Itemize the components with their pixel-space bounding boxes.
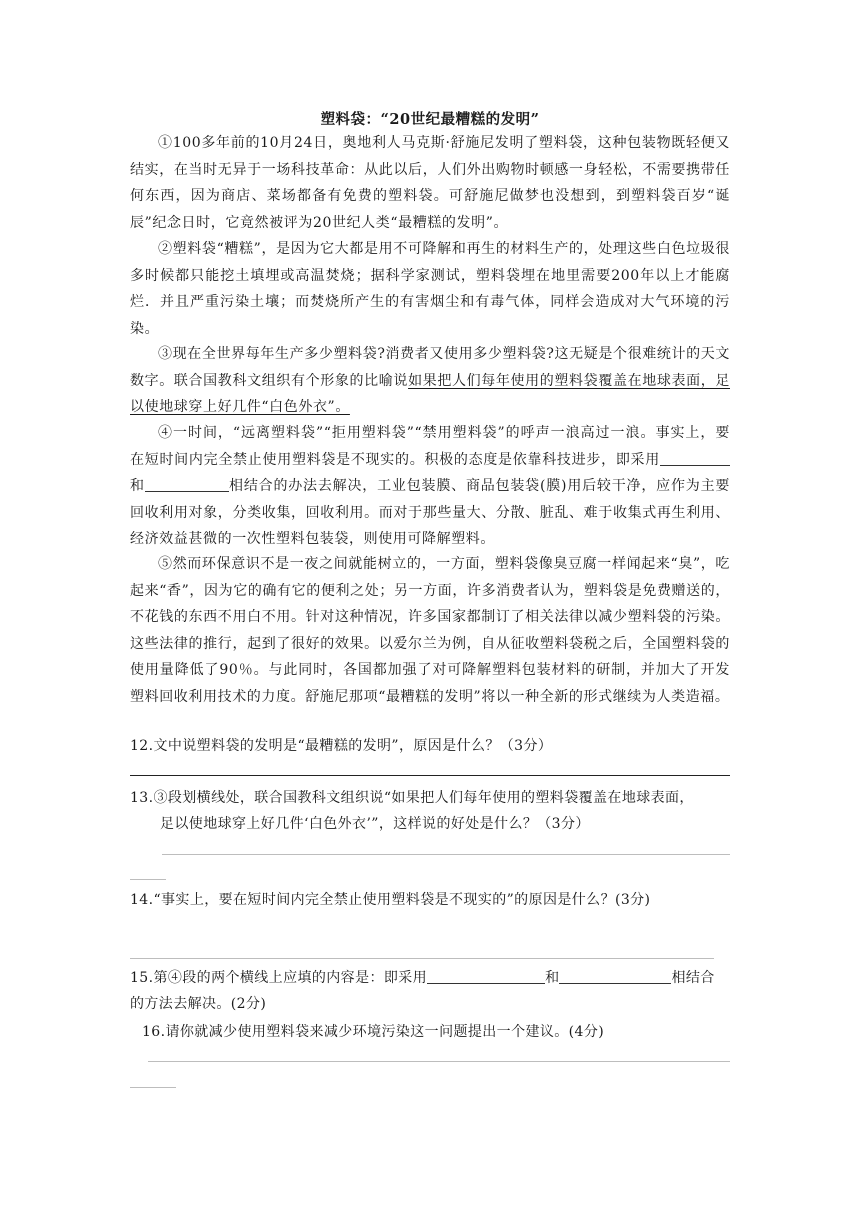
paragraph-4-text-b: 相结合的办法去解决，工业包装膜、商品包装袋(膜)用后较干净，应作为主要回收利用对象，分类收集，回收利用。而对于那些量大、分散、脏乱、难于收集式再生利用、经济效益甚微的一次性塑料包装袋，则使用可降解塑料。 — [130, 478, 730, 547]
question-13-line-2: 足以使地球穿上好几件‘白色外衣’”，这样说的好处是什么？（3分） — [160, 816, 590, 832]
question-15-text-c: 相结合 — [671, 970, 715, 986]
answer-line-13[interactable] — [162, 854, 730, 855]
question-16: 16.请你就减少使用塑料袋来减少环境污染这一问题提出一个建议。(4分) — [142, 1024, 605, 1040]
paragraph-4-blank-2 — [145, 477, 229, 492]
paragraph-4-and: 和 — [130, 478, 145, 494]
question-15 — [130, 965, 730, 1017]
question-15-blank-1[interactable] — [427, 969, 545, 984]
question-13-line-1: 13.③段划横线处，联合国教科文组织说“如果把人们每年使用的塑料袋覆盖在地球表面， — [130, 790, 694, 806]
question-14: 14.“事实上，要在短时间内完全禁止使用塑料袋是不现实的”的原因是什么？(3分) — [130, 892, 651, 908]
answer-line-13-continued[interactable] — [130, 879, 166, 880]
paragraph-2: ②塑料袋“糟糕”，是因为它大都是用不可降解和再生的材料生产的，处理这些白色垃圾很多时候都只能挖土填埋或高温焚烧；据科学家测试，塑料袋埋在地里需要200年以上才能腐烂．并且严重污染土壤；而焚烧所产生的有害烟尘和有毒气体，同样会造成对大气环境的污染。 — [130, 241, 730, 337]
paragraph-3 — [130, 341, 730, 421]
paragraph-1: ①100多年前的10月24日，奥地利人马克斯·舒施尼发明了塑料袋，这种包装物既轻便又结实，在当时无异于一场科技革命：从此以后，人们外出购物时顿感一身轻松，不需要携带任何东西，因为商店、菜场都备有免费的塑料袋。可舒施尼做梦也没想到，到塑料袋百岁“诞辰”纪念日时，它竟然被评为20世纪人类“最糟糕的发明”。 — [130, 135, 730, 231]
question-15-blank-2[interactable] — [559, 969, 671, 984]
paragraph-4-blank-1 — [660, 451, 730, 466]
question-15-text-d: 的方法去解决。(2分) — [130, 996, 267, 1012]
answer-line-12[interactable] — [130, 775, 730, 776]
paragraph-3-text: ③现在全世界每年生产多少塑料袋?消费者又使用多少塑料袋?这无疑是个很难统计的天文数字。联合国教科文组织有个形象的比喻说 — [130, 346, 730, 389]
answer-line-16[interactable] — [148, 1061, 730, 1062]
answer-line-16-continued[interactable] — [130, 1087, 176, 1088]
question-15-and: 和 — [545, 970, 560, 986]
paragraph-4-text-a: ④一时间，“远离塑料袋”“拒用塑料袋”“禁用塑料袋”的呼声一浪高过一浪。事实上，要在短时间内完全禁止使用塑料袋是不现实的。积极的态度是依靠科技进步，即采用 — [130, 425, 730, 468]
question-12: 12.文中说塑料袋的发明是“最糟糕的发明”，原因是什么？（3分） — [130, 738, 553, 754]
article-title: 塑料袋：“20世纪最糟糕的发明” — [320, 111, 540, 128]
paragraph-4 — [130, 420, 730, 553]
paragraph-3-underlined-sentence: 如果把人们每年使用的塑料袋覆盖在地球表面，足以使地球穿上好几件“白色外衣”。 — [130, 372, 730, 415]
paragraph-5: ⑤然而环保意识不是一夜之间就能树立的，一方面，塑料袋像臭豆腐一样闻起来“臭”，吃起来“香”，因为它的确有它的便利之处；另一方面，许多消费者认为，塑料袋是免费赠送的，不花钱的东西不用白不用。针对这种情况，许多国家都制订了相关法律以减少塑料袋的污染。这些法律的推行，起到了很好的效果。以爱尔兰为例，自从征收塑料袋税之后，全国塑料袋的使用量降低了90％。与此同时，各国都加强了对可降解塑料包装材料的研制，并加大了开发塑料回收利用技术的力度。舒施尼那项“最糟糕的发明”将以一种全新的形式继续为人类造福。 — [130, 556, 730, 705]
question-15-text-a: 15.第④段的两个横线上应填的内容是：即采用 — [130, 970, 428, 986]
answer-line-14[interactable] — [130, 958, 714, 959]
